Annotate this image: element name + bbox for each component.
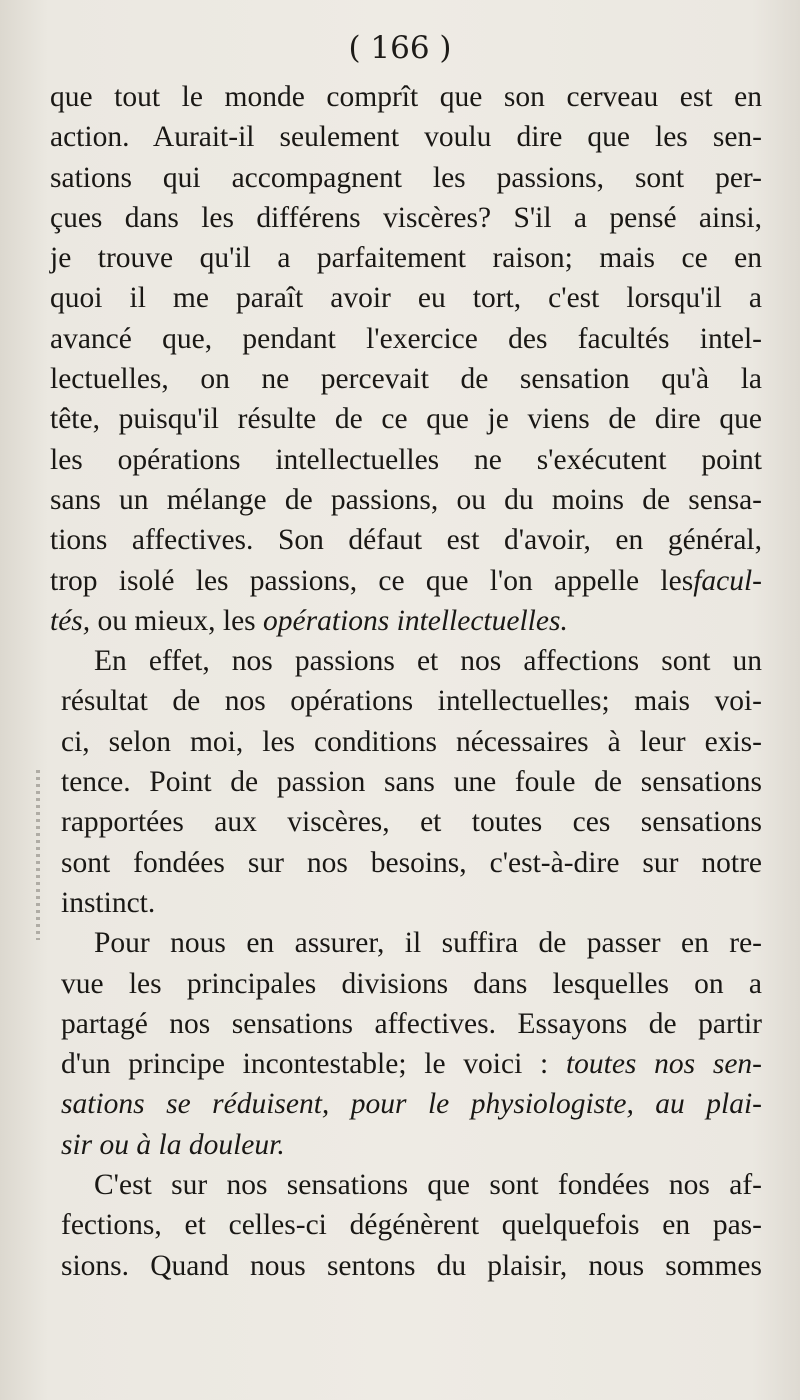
line-text: résultat de nos opérations intellectuelles; mais voi- (61, 685, 762, 718)
text-line (50, 319, 762, 359)
text-line (50, 1004, 762, 1044)
text-line (50, 1165, 762, 1205)
line-text: ou mieux, les (90, 604, 264, 637)
line-text: instinct. (61, 886, 156, 919)
text-line (50, 802, 762, 842)
line-text: sont fondées sur nos besoins, c'est-à-dire sur notre (61, 846, 762, 879)
text-line (50, 964, 762, 1004)
line-text: rapportées aux viscères, et toutes ces sensations (61, 806, 762, 839)
text-line (50, 843, 762, 883)
line-text: action. Aurait-il seulement voulu dire que les sen- (50, 121, 762, 154)
text-line (50, 561, 762, 601)
italic-text: sations se réduisent, pour le physiologiste, au plai- (61, 1088, 762, 1121)
text-line (50, 480, 762, 520)
line-text: En effet, nos passions et nos affections sont un (94, 645, 762, 678)
text-line (50, 1044, 762, 1084)
line-text: que tout le monde comprît que son cerveau est en (50, 81, 762, 113)
line-text: ci, selon moi, les conditions nécessaires à leur exis- (61, 725, 762, 758)
line-text: C'est sur nos sensations que sont fondées nos af- (94, 1169, 762, 1202)
body-text (50, 77, 762, 1286)
text-line (50, 520, 762, 560)
line-text: sions. Quand nous sentons du plaisir, nous sommes (61, 1249, 762, 1282)
italic-text: tés, (50, 604, 91, 637)
text-line (50, 601, 762, 641)
italic-text: opérations intellectuelles. (263, 604, 568, 637)
text-line (50, 440, 762, 480)
text-line (50, 1246, 762, 1286)
line-text: les opérations intellectuelles ne s'exécutent point (50, 443, 762, 476)
text-line (50, 77, 762, 117)
margin-mark (36, 770, 40, 940)
line-text: tence. Point de passion sans une foule de sensations (61, 766, 762, 799)
text-line (50, 923, 762, 963)
text-line (50, 681, 762, 721)
text-line (50, 158, 762, 198)
line-text: sations qui accompagnent les passions, sont per- (50, 161, 762, 194)
text-line (50, 883, 762, 923)
line-text: fections, et celles-ci dégénèrent quelquefois en pas- (61, 1209, 762, 1242)
text-line (50, 722, 762, 762)
line-text: quoi il me paraît avoir eu tort, c'est lorsqu'il a (50, 282, 762, 315)
text-line (50, 1205, 762, 1245)
text-line (50, 359, 762, 399)
line-text: avancé que, pendant l'exercice des facultés intel- (50, 322, 762, 355)
text-line (50, 762, 762, 802)
line-text: trop isolé les passions, ce que l'on appelle les (50, 564, 694, 597)
line-text: partagé nos sensations affectives. Essayons de partir (61, 1007, 762, 1040)
italic-text: sir ou à la douleur. (61, 1128, 285, 1161)
line-text: tions affectives. Son défaut est d'avoir, en général, (50, 524, 762, 557)
text-line (50, 641, 762, 681)
text-line (50, 1125, 762, 1165)
line-text: vue les principales divisions dans lesquelles on a (61, 967, 762, 1000)
line-text: sans un mélange de passions, ou du moins de sensa- (50, 483, 762, 516)
italic-text: facul- (693, 564, 762, 597)
line-text: tête, puisqu'il résulte de ce que je viens de dire que (50, 403, 762, 436)
line-text: d'un principe incontestable; le voici : (61, 1048, 566, 1081)
line-text: Pour nous en assurer, il suffira de passer en re- (94, 927, 762, 960)
line-text: je trouve qu'il a parfaitement raison; mais ce en (50, 242, 762, 275)
text-line (50, 117, 762, 157)
line-text: çues dans les différens viscères? S'il a pensé ainsi, (50, 201, 762, 234)
text-line (50, 399, 762, 439)
text-line (50, 278, 762, 318)
text-line (50, 238, 762, 278)
line-text: lectuelles, on ne percevait de sensation qu'à la (50, 363, 762, 396)
text-line (50, 1084, 762, 1124)
text-line (50, 198, 762, 238)
italic-text: toutes nos sen- (565, 1048, 762, 1081)
page-number: ( 166 ) (348, 30, 452, 66)
